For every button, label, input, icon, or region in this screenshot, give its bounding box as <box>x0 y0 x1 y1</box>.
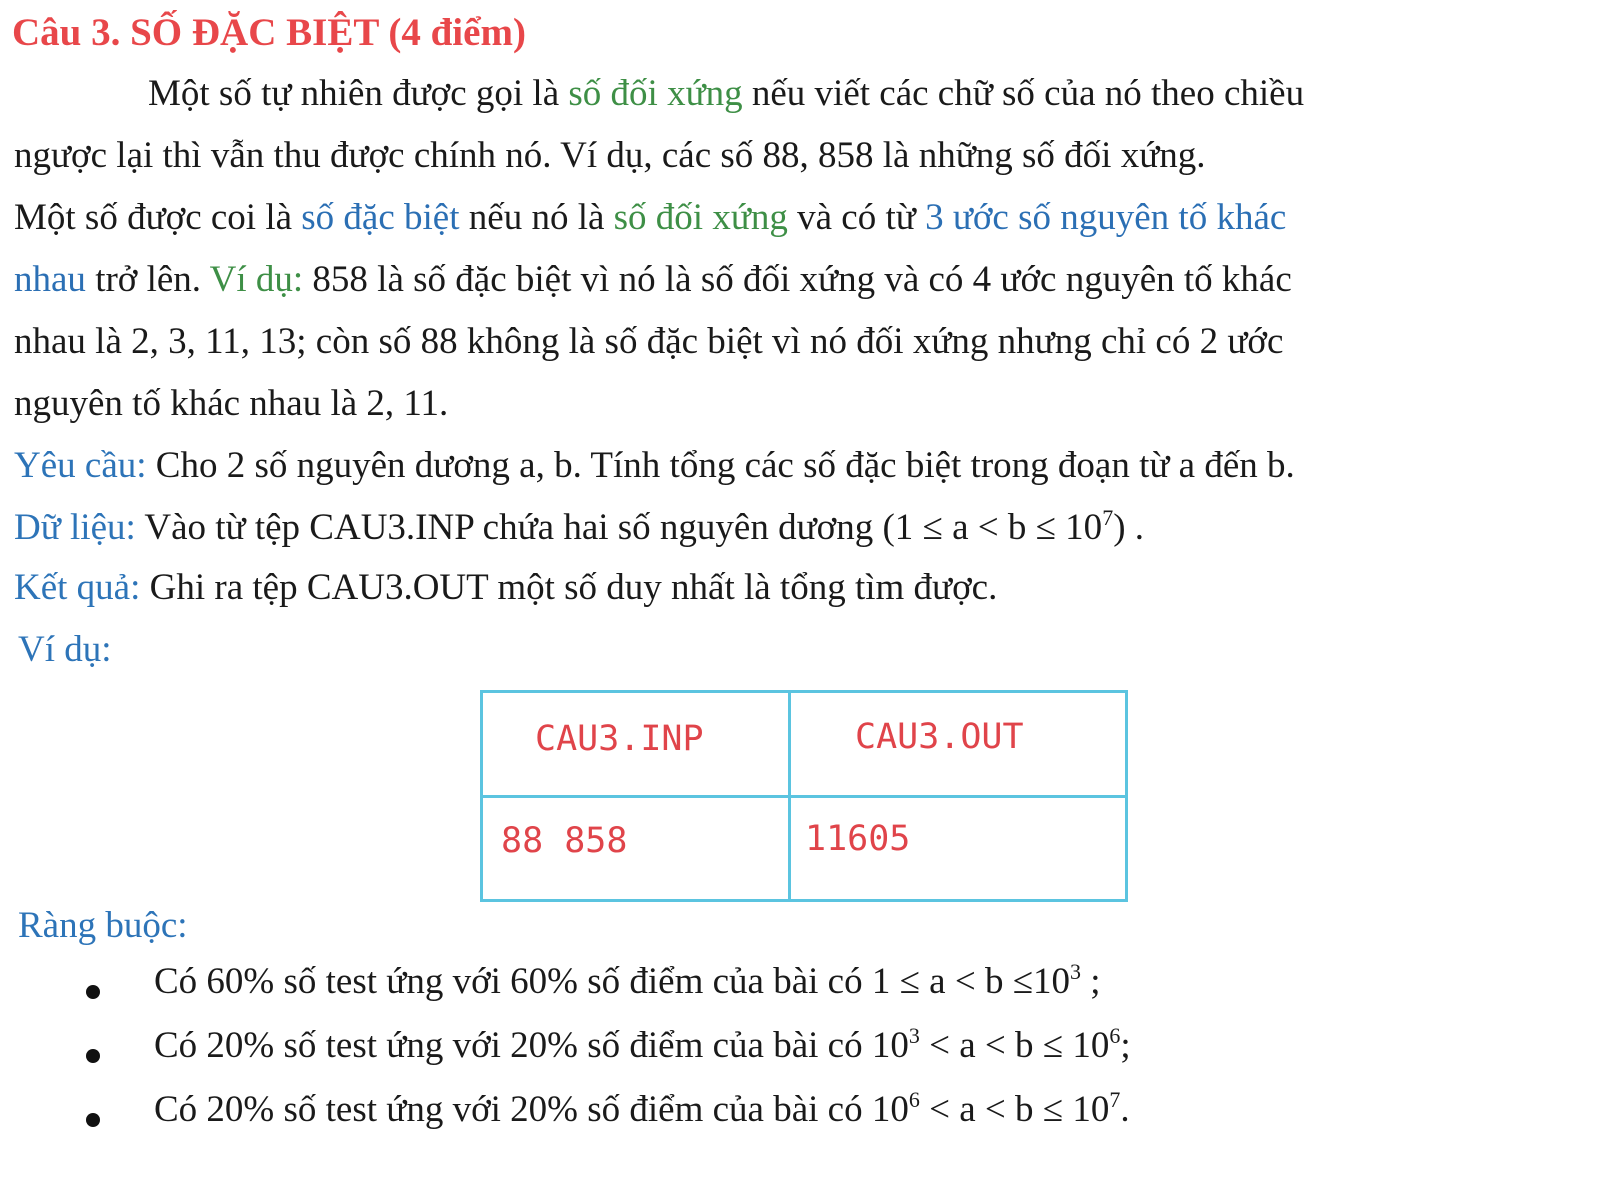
output-label: Kết quả: <box>14 567 141 608</box>
intro-line-6: nguyên tố khác nhau là 2, 11. <box>14 383 449 424</box>
term-symmetric-number: số đối xứng <box>568 73 743 114</box>
requirement-label: Yêu cầu: <box>14 445 147 486</box>
example-inline-label: Ví dụ: <box>209 259 304 300</box>
intro-text: nếu nó là <box>459 197 614 238</box>
input-line <box>14 506 1144 549</box>
term-special-number: số đặc biệt <box>301 197 460 238</box>
table-cell-input: 88 858 <box>501 821 628 861</box>
example-table <box>480 690 1128 902</box>
requirement-line <box>14 444 1295 487</box>
table-divider-horizontal <box>483 795 1125 798</box>
intro-text: nếu viết các chữ số của nó theo chiều <box>742 73 1305 114</box>
bullet-icon <box>86 1113 100 1127</box>
constraints-label: Ràng buộc: <box>18 905 188 946</box>
table-cell-output: 11605 <box>805 819 911 859</box>
requirement-text: Cho 2 số nguyên dương a, b. Tính tổng các số đặc biệt trong đoạn từ a đến b. <box>146 445 1295 486</box>
term-prime-divisors: 3 ước số nguyên tố khác <box>925 197 1287 238</box>
output-text: Ghi ra tệp CAU3.OUT một số duy nhất là tổng tìm được. <box>140 567 998 608</box>
intro-text: trở lên. <box>85 259 210 300</box>
intro-line-3 <box>14 196 1286 239</box>
intro-line-5: nhau là 2, 3, 11, 13; còn số 88 không là số đặc biệt vì nó đối xứng nhưng chỉ có 2 ước <box>14 321 1284 362</box>
constraint-tail: ; <box>1120 1025 1131 1066</box>
intro-line-1 <box>148 72 1304 115</box>
constraint-item-2 <box>154 1024 1131 1067</box>
term-symmetric-number: số đối xứng <box>613 197 788 238</box>
constraint-text: Có 20% số test ứng với 20% số điểm của bài có 10 <box>154 1089 909 1130</box>
output-line <box>14 566 997 609</box>
constraint-mid: < a < b ≤ 10 <box>919 1089 1110 1130</box>
constraint-exponent: 3 <box>908 1023 920 1048</box>
intro-text: Một số được coi là <box>14 197 302 238</box>
bullet-icon <box>86 985 100 999</box>
input-tail: ) . <box>1113 507 1145 548</box>
input-text: Vào từ tệp CAU3.INP chứa hai số nguyên dương (1 ≤ a < b ≤ 10 <box>135 507 1103 548</box>
constraint-exponent: 3 <box>1070 959 1082 984</box>
constraint-text: Có 60% số test ứng với 60% số điểm của bài có 1 ≤ a < b ≤10 <box>154 961 1071 1002</box>
intro-text: và có từ <box>787 197 926 238</box>
term-prime-divisors-cont: nhau <box>14 259 86 300</box>
constraint-mid: < a < b ≤ 10 <box>919 1025 1110 1066</box>
constraint-tail: . <box>1120 1089 1130 1130</box>
intro-text: 858 là số đặc biệt vì nó là số đối xứng và có 4 ước nguyên tố khác <box>303 259 1292 300</box>
constraint-text: Có 20% số test ứng với 20% số điểm của bài có 10 <box>154 1025 909 1066</box>
example-label: Ví dụ: <box>18 629 112 670</box>
intro-line-2: ngược lại thì vẫn thu được chính nó. Ví dụ, các số 88, 858 là những số đối xứng. <box>14 135 1206 176</box>
intro-line-4 <box>14 258 1292 301</box>
bullet-icon <box>86 1049 100 1063</box>
table-header-input: CAU3.INP <box>535 719 704 759</box>
intro-text: Một số tự nhiên được gọi là <box>148 73 569 114</box>
constraint-item-1 <box>154 960 1101 1003</box>
constraint-exponent: 7 <box>1109 1087 1121 1112</box>
table-header-output: CAU3.OUT <box>855 717 1024 757</box>
constraint-exponent: 6 <box>908 1087 920 1112</box>
constraint-tail: ; <box>1081 961 1101 1002</box>
constraint-item-3 <box>154 1088 1130 1131</box>
input-label: Dữ liệu: <box>14 507 136 548</box>
input-exponent: 7 <box>1102 505 1114 530</box>
constraint-exponent: 6 <box>1109 1023 1121 1048</box>
question-title: Câu 3. SỐ ĐẶC BIỆT (4 điểm) <box>12 11 526 54</box>
